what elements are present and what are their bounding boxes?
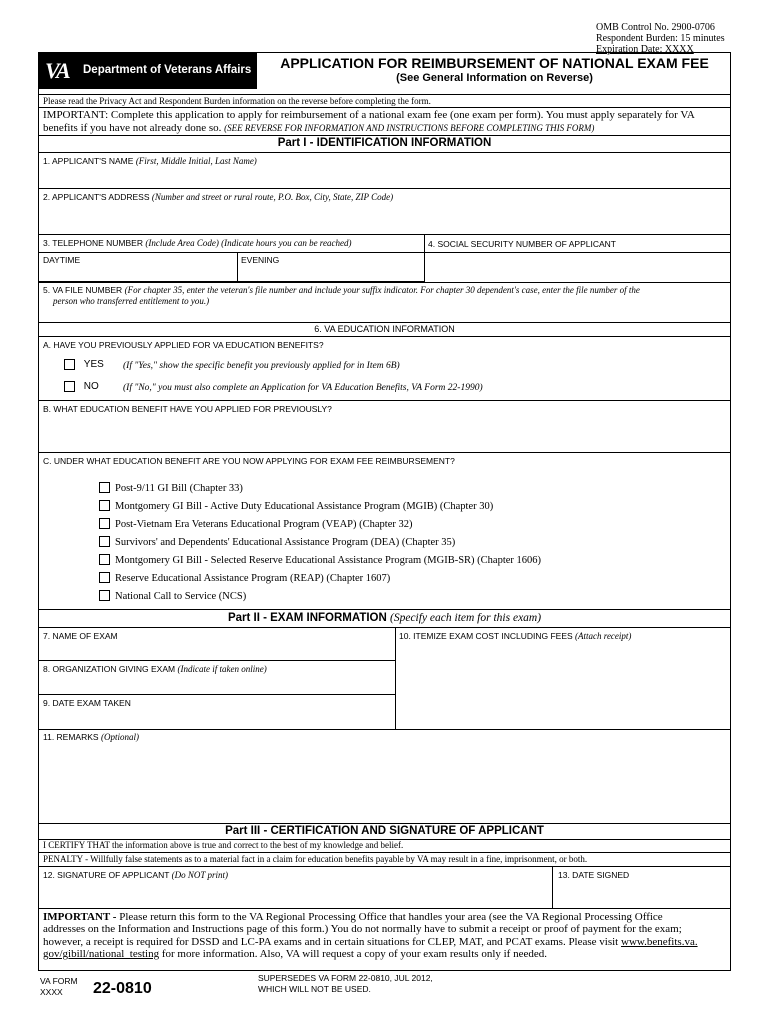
exam-name-field[interactable]: [39, 628, 395, 661]
current-benefit-section: [39, 453, 730, 610]
important-line-1: IMPORTANT: Complete this application to apply for reimbursement of a national exam fee (one exam per form). You must apply separately for VA: [43, 109, 695, 121]
benefit-label: Post-Vietnam Era Veterans Educational Program (VEAP) (Chapter 32): [115, 519, 413, 530]
benefit-label: National Call to Service (NCS): [115, 591, 247, 602]
applicant-address-label: 2. APPLICANT'S ADDRESS (Number and street or rural route, P.O. Box, City, State, ZIP Code): [43, 192, 394, 202]
form-number: 22-0810: [93, 980, 152, 997]
part1-title: Part I - IDENTIFICATION INFORMATION: [277, 137, 492, 149]
previously-applied-question: A. HAVE YOU PREVIOUSLY APPLIED FOR VA EDUCATION BENEFITS?: [43, 340, 324, 350]
important-bottom-line-3: however, a receipt is required for DSSD and LC-PA exams and in certain situations for CLEP, MAT, and PCAT exams. Please visit www.benefits.va.: [43, 935, 698, 948]
not-used-note: WHICH WILL NOT BE USED.: [258, 984, 371, 994]
va-file-number-hint-2: person who transferred entitlement to you.): [53, 296, 210, 306]
yes-label: YES: [83, 359, 104, 371]
benefit-label: Post-9/11 GI Bill (Chapter 33): [115, 483, 243, 494]
benefit-option[interactable]: [99, 519, 412, 530]
part3-title-row: [39, 824, 730, 840]
part3-title: Part III - CERTIFICATION AND SIGNATURE OF APPLICANT: [225, 825, 544, 837]
part1-title-row: [39, 136, 730, 153]
exam-date-field[interactable]: [39, 695, 395, 729]
previous-benefit-label: B. WHAT EDUCATION BENEFIT HAVE YOU APPLIED FOR PREVIOUSLY?: [43, 404, 332, 414]
certify-row: [39, 840, 730, 853]
part2-title-row: [39, 610, 730, 628]
benefit-option[interactable]: [99, 501, 493, 512]
daytime-phone-field[interactable]: DAYTIME: [43, 255, 81, 265]
signature-row: [39, 867, 730, 909]
benefits-link-cont[interactable]: gov/gibill/national_testing: [43, 947, 160, 960]
benefit-checkbox[interactable]: [99, 554, 110, 565]
form-title: APPLICATION FOR REIMBURSEMENT OF NATIONAL EXAM FEE: [280, 55, 709, 71]
exam-cost-label: 10. ITEMIZE EXAM COST INCLUDING FEES (Attach receipt): [399, 631, 632, 641]
exam-date-label: 9. DATE EXAM TAKEN: [43, 698, 131, 708]
no-checkbox[interactable]: [64, 381, 75, 392]
signature-field[interactable]: [39, 867, 552, 909]
va-file-number-label: 5. VA FILE NUMBER (For chapter 35, enter the veteran's file number and include your suffix indicator. For chapter 30 dependent's case, enter the file number of the: [43, 285, 640, 295]
no-label: NO: [83, 381, 99, 393]
benefit-checkbox[interactable]: [99, 500, 110, 511]
important-top: [39, 108, 730, 136]
important-line-2-text: benefits if you have not already done so.: [43, 122, 222, 134]
ssn-field[interactable]: [424, 235, 732, 282]
telephone-fields: [39, 252, 424, 282]
telephone-label: 3. TELEPHONE NUMBER (Include Area Code) (Indicate hours you can be reached): [43, 238, 352, 248]
privacy-note-row: [39, 95, 730, 108]
benefit-checkbox[interactable]: [99, 572, 110, 583]
evening-phone-field[interactable]: EVENING: [241, 255, 280, 265]
va-logo-icon: VA: [45, 58, 69, 83]
education-info-title: 6. VA EDUCATION INFORMATION: [314, 324, 455, 334]
form-label: VA FORM: [40, 976, 78, 986]
benefit-checkbox[interactable]: [99, 590, 110, 601]
expiration-date: Expiration Date: XXXX: [596, 44, 694, 55]
organization-label: 8. ORGANIZATION GIVING EXAM (Indicate if taken online): [43, 664, 267, 674]
supersedes-note: SUPERSEDES VA FORM 22-0810, JUL 2012,: [258, 973, 433, 983]
form-subtitle: (See General Information on Reverse): [396, 72, 593, 84]
department-name: Department of Veterans Affairs: [83, 64, 252, 76]
benefit-checkbox[interactable]: [99, 482, 110, 493]
benefit-checkbox[interactable]: [99, 536, 110, 547]
yes-option[interactable]: [64, 359, 104, 370]
benefit-option[interactable]: [99, 573, 390, 584]
benefit-option[interactable]: [99, 537, 455, 548]
important-bottom-line-2: addresses on the Information and Instructions page of this form.) You do not normally have to submit a receipt or proof of payment for the exam;: [43, 923, 682, 936]
va-file-number-field[interactable]: [39, 282, 730, 323]
date-signed-label: 13. DATE SIGNED: [558, 870, 630, 880]
important-line-2-italic: (SEE REVERSE FOR INFORMATION AND INSTRUCTIONS BEFORE COMPLETING THIS FORM): [224, 123, 595, 133]
omb-control-number: OMB Control No. 2900-0706: [596, 22, 715, 33]
respondent-burden: Respondent Burden: 15 minutes: [596, 33, 725, 44]
benefit-option[interactable]: [99, 591, 246, 602]
benefit-label: Montgomery GI Bill - Selected Reserve Educational Assistance Program (MGIB-SR) (Chapter 1606): [115, 555, 542, 566]
benefit-checkbox[interactable]: [99, 518, 110, 529]
yes-hint: (If "Yes," show the specific benefit you previously applied for in Item 6B): [123, 361, 400, 371]
benefit-option[interactable]: [99, 555, 541, 566]
benefits-link[interactable]: www.benefits.va.: [621, 935, 698, 948]
benefit-label: Montgomery GI Bill - Active Duty Educational Assistance Program (MGIB) (Chapter 30): [115, 501, 494, 512]
benefit-label: Survivors' and Dependents' Educational Assistance Program (DEA) (Chapter 35): [115, 537, 456, 548]
previous-benefit-field[interactable]: [39, 401, 730, 453]
form-date: XXXX: [40, 987, 63, 997]
divider: [237, 252, 238, 282]
date-signed-field[interactable]: [552, 867, 732, 909]
ssn-label: 4. SOCIAL SECURITY NUMBER OF APPLICANT: [428, 239, 616, 249]
current-benefit-question: C. UNDER WHAT EDUCATION BENEFIT ARE YOU NOW APPLYING FOR EXAM FEE REIMBURSEMENT?: [43, 456, 455, 466]
va-seal: [39, 53, 257, 89]
education-info-title-row: [39, 323, 730, 337]
certify-statement: I CERTIFY THAT the information above is true and correct to the best of my knowledge and belief.: [43, 840, 404, 850]
important-bottom-line-1: IMPORTANT - Please return this form to the VA Regional Processing Office that handles your area (see the VA Regional Processing Office: [43, 911, 663, 923]
important-bottom: [43, 911, 729, 960]
yes-checkbox[interactable]: [64, 359, 75, 370]
no-option[interactable]: [64, 381, 99, 392]
applicant-address-field[interactable]: [39, 189, 730, 235]
privacy-note: Please read the Privacy Act and Respondent Burden information on the reverse before completing the form.: [43, 96, 431, 106]
organization-field[interactable]: [39, 661, 395, 695]
benefit-label: Reserve Educational Assistance Program (REAP) (Chapter 1607): [115, 573, 391, 584]
previously-applied-section: [39, 337, 730, 401]
remarks-field[interactable]: [39, 729, 730, 824]
form-body: [38, 52, 731, 971]
part2-title: Part II - EXAM INFORMATION (Specify each item for this exam): [227, 612, 542, 624]
form-header: [39, 53, 730, 95]
penalty-statement: PENALTY - Willfully false statements as to a material fact in a claim for education benefits payable by VA may result in a fine, imprisonment, or both.: [43, 854, 588, 864]
exam-name-label: 7. NAME OF EXAM: [43, 631, 118, 641]
signature-label: 12. SIGNATURE OF APPLICANT (Do NOT print): [43, 870, 228, 880]
important-bottom-line-4: gov/gibill/national_testing for more information. Also, VA will request a copy of your exam results only if needed.: [43, 947, 547, 960]
applicant-name-field[interactable]: [39, 153, 730, 189]
benefit-option[interactable]: [99, 483, 243, 494]
penalty-row: [39, 853, 730, 867]
remarks-label: 11. REMARKS (Optional): [43, 732, 139, 742]
omb-info: [596, 22, 725, 55]
important-line-2: [43, 122, 594, 134]
no-hint: (If "No," you must also complete an Application for VA Education Benefits, VA Form 22-1990): [123, 383, 483, 393]
exam-cost-field[interactable]: [395, 628, 732, 729]
applicant-name-label: 1. APPLICANT'S NAME (First, Middle Initial, Last Name): [43, 156, 257, 166]
